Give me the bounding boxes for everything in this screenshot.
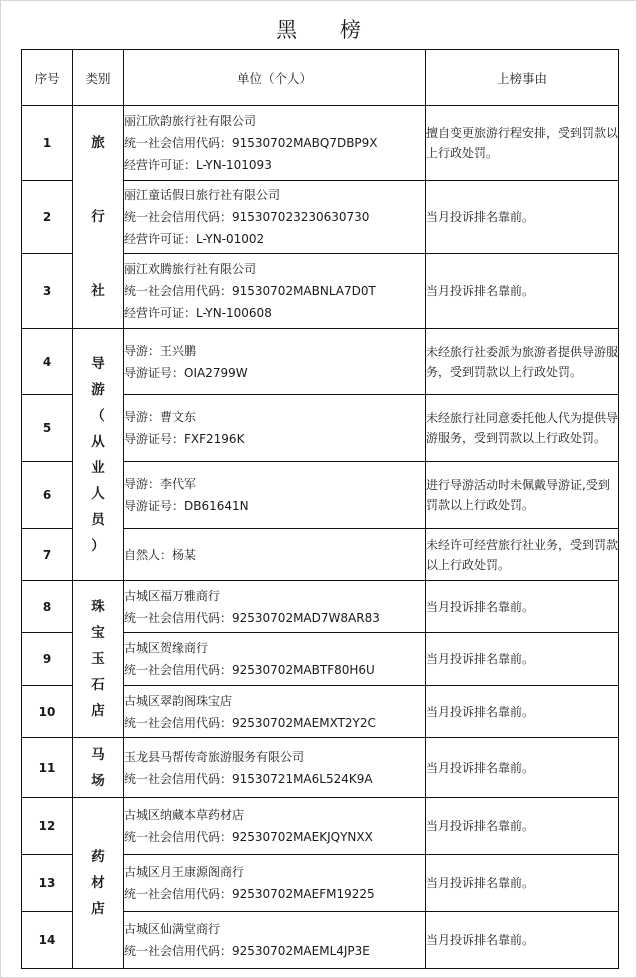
row-number: 1	[22, 106, 73, 181]
table-row	[22, 106, 619, 181]
category-guide	[73, 329, 124, 581]
category-char: 场	[91, 772, 105, 789]
unit-line: 统一社会信用代码：91530702MABQ7DBP9X	[124, 135, 378, 150]
row-number: 5	[22, 395, 73, 462]
reason-cell: 当月投诉排名靠前。	[426, 581, 619, 633]
reason-cell: 当月投诉排名靠前。	[426, 686, 619, 738]
reason-cell: 擅自变更旅游行程安排，受到罚款以上行政处罚。	[426, 106, 619, 181]
unit-line: 古城区福万雅商行	[124, 588, 221, 603]
row-number: 9	[22, 633, 73, 686]
unit-line: 丽江欣韵旅行社有限公司	[124, 113, 257, 128]
unit-line: 自然人：杨某	[124, 547, 197, 562]
header-category: 类别	[73, 50, 124, 106]
category-char: 店	[91, 901, 105, 917]
unit-line: 丽江童话假日旅行社有限公司	[124, 187, 281, 202]
table-row	[22, 738, 619, 798]
reason-cell: 当月投诉排名靠前。	[426, 254, 619, 329]
reason-cell: 当月投诉排名靠前。	[426, 855, 619, 912]
unit-cell	[124, 738, 426, 798]
unit-line: 统一社会信用代码：92530702MAEKJQYNXX	[124, 830, 373, 844]
unit-cell	[124, 395, 426, 462]
row-number: 7	[22, 529, 73, 581]
category-char: 从	[91, 433, 105, 450]
unit-line: 统一社会信用代码：91530702MABNLA7D0T	[124, 284, 376, 299]
row-number: 8	[22, 581, 73, 633]
unit-line: 导游：王兴鹏	[124, 343, 197, 358]
unit-line: 导游证号：FXF2196K	[124, 432, 245, 446]
unit-line: 经营许可证：L-YN-01002	[124, 231, 265, 246]
table-row	[22, 329, 619, 395]
category-char: 药	[91, 849, 105, 865]
unit-cell	[124, 529, 426, 581]
unit-cell	[124, 106, 426, 181]
row-number: 12	[22, 798, 73, 855]
unit-line: 经营许可证：L-YN-100608	[124, 306, 272, 321]
unit-line: 统一社会信用代码：92530702MAEFM19225	[124, 887, 375, 901]
category-horse	[73, 738, 124, 798]
unit-line: 古城区仙满堂商行	[124, 922, 221, 936]
category-char: 旅	[91, 135, 105, 151]
category-jewelry	[73, 581, 124, 738]
reason-cell: 当月投诉排名靠前。	[426, 912, 619, 969]
unit-line: 古城区月王康源阁商行	[124, 865, 245, 879]
row-number: 10	[22, 686, 73, 738]
unit-line: 导游证号：OIA2799W	[124, 365, 248, 380]
category-char: 业	[91, 459, 105, 476]
category-char: 石	[91, 677, 105, 693]
row-number: 4	[22, 329, 73, 395]
header-seq: 序号	[22, 50, 73, 106]
table-row	[22, 581, 619, 633]
unit-cell	[124, 855, 426, 912]
unit-cell	[124, 180, 426, 254]
unit-line: 导游：曹文东	[124, 410, 197, 424]
category-char: 宝	[91, 625, 105, 641]
unit-cell	[124, 581, 426, 633]
category-herbal	[73, 798, 124, 969]
unit-line: 统一社会信用代码：92530702MAD7W8AR83	[124, 610, 380, 625]
category-char: （	[91, 407, 105, 424]
category-char: 材	[91, 875, 105, 891]
unit-cell	[124, 254, 426, 329]
blacklist-table	[21, 49, 619, 969]
reason-cell: 未经旅行社委派为旅游者提供导游服务，受到罚款以上行政处罚。	[426, 329, 619, 395]
unit-line: 导游证号：DB61641N	[124, 499, 249, 513]
unit-cell	[124, 912, 426, 969]
unit-line: 丽江欢腾旅行社有限公司	[124, 262, 257, 277]
unit-cell	[124, 633, 426, 686]
category-travel-agency	[73, 106, 124, 329]
unit-line: 玉龙县马帮传奇旅游服务有限公司	[124, 749, 305, 764]
category-char: 马	[91, 746, 105, 763]
unit-cell	[124, 462, 426, 529]
category-char: 珠	[91, 599, 105, 615]
unit-line: 统一社会信用代码：915307023230630730	[124, 209, 370, 224]
unit-line: 统一社会信用代码：92530702MABTF80H6U	[124, 663, 375, 677]
category-char: 社	[91, 283, 105, 299]
category-char: 店	[91, 703, 105, 719]
unit-line: 古城区翠韵阁珠宝店	[124, 693, 233, 708]
row-number: 13	[22, 855, 73, 912]
unit-line: 统一社会信用代码：91530721MA6L524K9A	[124, 771, 373, 786]
category-char: ）	[91, 537, 105, 554]
reason-cell: 未经许可经营旅行社业务，受到罚款以上行政处罚。	[426, 529, 619, 581]
unit-line: 导游：李代军	[124, 477, 197, 491]
row-number: 6	[22, 462, 73, 529]
reason-cell: 未经旅行社同意委托他人代为提供导游服务，受到罚款以上行政处罚。	[426, 395, 619, 462]
category-char: 玉	[91, 651, 105, 667]
unit-line: 经营许可证：L-YN-101093	[124, 157, 272, 172]
reason-cell: 进行导游活动时未佩戴导游证,受到罚款以上行政处罚。	[426, 462, 619, 529]
category-char: 导	[91, 355, 105, 372]
row-number: 11	[22, 738, 73, 798]
table-row	[22, 798, 619, 855]
unit-cell	[124, 329, 426, 395]
reason-cell: 当月投诉排名靠前。	[426, 798, 619, 855]
row-number: 3	[22, 254, 73, 329]
category-char: 人	[91, 485, 105, 502]
category-char: 游	[91, 381, 105, 398]
row-number: 14	[22, 912, 73, 969]
header-row	[22, 50, 619, 106]
category-char: 行	[91, 209, 105, 225]
row-number: 2	[22, 180, 73, 254]
unit-line: 古城区贺缘商行	[124, 641, 209, 655]
category-char: 员	[91, 511, 105, 528]
unit-cell	[124, 686, 426, 738]
header-unit: 单位（个人）	[124, 50, 426, 106]
reason-cell: 当月投诉排名靠前。	[426, 180, 619, 254]
header-reason: 上榜事由	[426, 50, 619, 106]
unit-line: 统一社会信用代码：92530702MAEMXT2Y2C	[124, 715, 376, 730]
unit-line: 统一社会信用代码：92530702MAEML4JP3E	[124, 944, 370, 958]
reason-cell: 当月投诉排名靠前。	[426, 738, 619, 798]
page-title: 黑 榜	[276, 18, 379, 42]
unit-cell	[124, 798, 426, 855]
unit-line: 古城区纳藏本草药材店	[124, 808, 245, 822]
reason-cell: 当月投诉排名靠前。	[426, 633, 619, 686]
